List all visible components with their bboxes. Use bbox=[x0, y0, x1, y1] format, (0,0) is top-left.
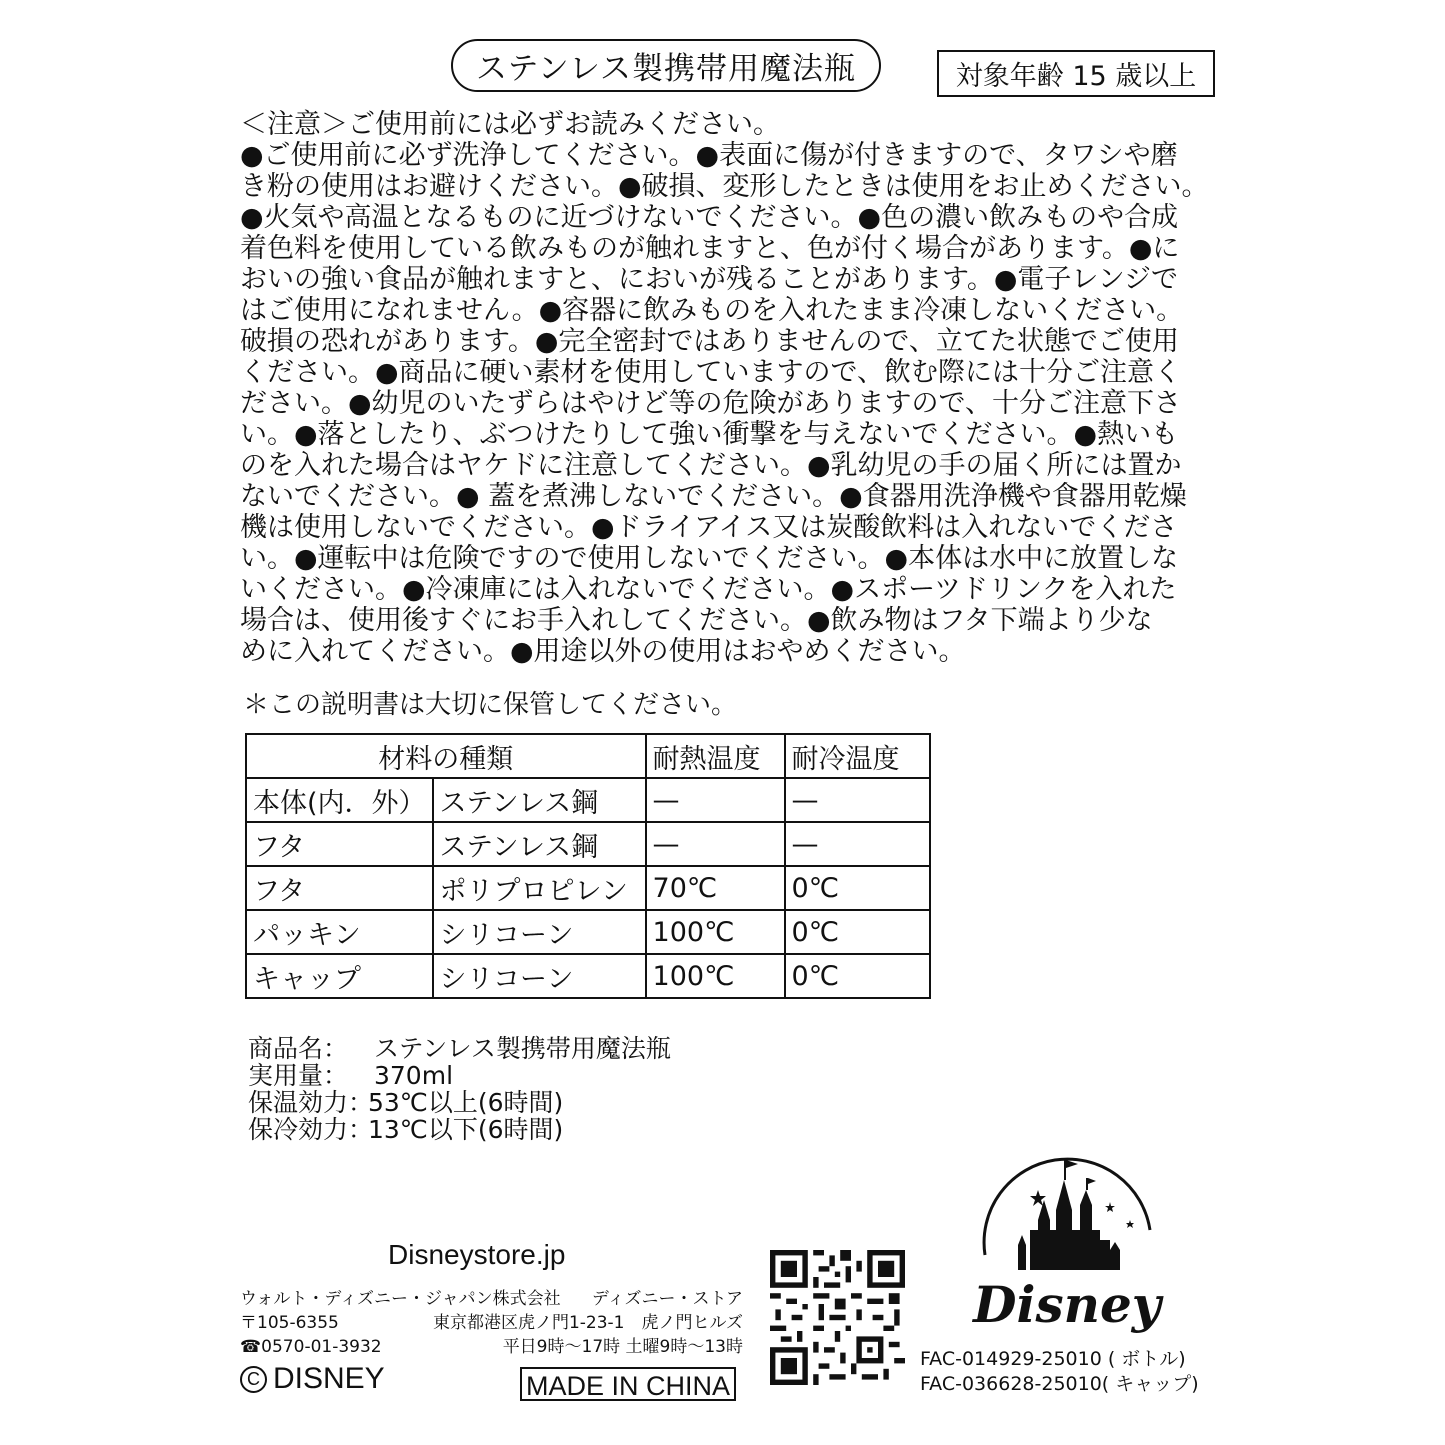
cell-heat: — bbox=[646, 822, 785, 866]
spec-label: 保冷効力： bbox=[248, 1115, 374, 1144]
phone-row bbox=[240, 1335, 743, 1359]
company-name: ウォルト・ディズニー・ジャパン株式会社 bbox=[240, 1289, 561, 1309]
cell-heat: — bbox=[646, 778, 785, 822]
caution-line: 破損の恐れがあります。●完全密封ではありませんので、立てた状態でご使用 bbox=[240, 326, 1179, 357]
spec-value: 370ml bbox=[374, 1061, 454, 1090]
header-material-type: 材料の種類 bbox=[246, 734, 646, 778]
table-row bbox=[246, 866, 930, 910]
caution-line: おいの強い食品が触れますと、においが残ることがあります。●電子レンジで bbox=[240, 264, 1179, 295]
postal-code: 〒105-6355 bbox=[240, 1313, 339, 1333]
materials-table bbox=[245, 733, 931, 999]
company-row bbox=[240, 1287, 743, 1311]
caution-line: 場合は、使用後すぐにお手入れしてください。●飲み物はフタ下端より少な bbox=[240, 605, 1153, 636]
caution-line: はご使用になれません。●容器に飲みものを入れたまま冷凍しないください。 bbox=[240, 295, 1184, 326]
table-row bbox=[246, 778, 930, 822]
caution-line: 着色料を使用している飲みものが触れますと、色が付く場合があります。●に bbox=[240, 233, 1180, 264]
disney-wordmark: Disney bbox=[973, 1275, 1161, 1334]
qr-code-icon[interactable] bbox=[770, 1250, 905, 1385]
caution-line: き粉の使用はお避けください。●破損、変形したときは使用をお止めください。 bbox=[240, 171, 1209, 202]
cell-cold: — bbox=[785, 778, 930, 822]
cell-cold: 0℃ bbox=[785, 910, 930, 954]
product-title: ステンレス製携帯用魔法瓶 bbox=[451, 39, 881, 92]
address-row bbox=[240, 1311, 743, 1335]
caution-line: のを入れた場合はヤケドに注意してください。●乳幼児の手の届く所には置か bbox=[240, 450, 1182, 481]
caution-line: いください。●冷凍庫には入れないでください。●スポーツドリンクを入れた bbox=[240, 574, 1177, 605]
caution-line: い。●落としたり、ぶつけたりして強い衝撃を与えないでください。●熱いも bbox=[240, 419, 1179, 450]
cell-heat: 100℃ bbox=[646, 954, 785, 998]
cell-cold: 0℃ bbox=[785, 866, 930, 910]
address: 東京都港区虎ノ門1-23-1 虎ノ門ヒルズ bbox=[432, 1313, 743, 1333]
spec-label: 保温効力： bbox=[248, 1088, 374, 1117]
age-label: 対象年齢 15 歳以上 bbox=[937, 50, 1215, 97]
code-bottle: FAC-014929-25010 ( ボトル) bbox=[920, 1348, 1186, 1370]
cell-cold: — bbox=[785, 822, 930, 866]
table-header-row bbox=[246, 734, 930, 778]
business-hours: 平日9時～17時 土曜9時～13時 bbox=[502, 1337, 743, 1357]
cell-part: キャップ bbox=[246, 954, 433, 998]
spec-label: 実用量： bbox=[248, 1061, 349, 1090]
cell-cold: 0℃ bbox=[785, 954, 930, 998]
copyright-icon: C bbox=[240, 1366, 267, 1393]
caution-heading: ＜注意＞ご使用前には必ずお読みください。 bbox=[240, 109, 780, 140]
table-row bbox=[246, 954, 930, 998]
cell-part: パッキン bbox=[246, 910, 433, 954]
product-codes bbox=[920, 1347, 1199, 1397]
caution-line: い。●運転中は危険ですので使用しないでください。●本体は水中に放置しな bbox=[240, 543, 1179, 574]
cell-part: フタ bbox=[246, 866, 433, 910]
table-row bbox=[246, 822, 930, 866]
code-cap: FAC-036628-25010( キャップ) bbox=[920, 1373, 1199, 1395]
caution-line: ださい。●幼児のいたずらはやけど等の危険がありますので、十分ご注意下さ bbox=[240, 388, 1182, 419]
spec-value: 13℃以下(6時間) bbox=[368, 1115, 564, 1144]
copyright bbox=[240, 1362, 385, 1396]
cell-part: 本体(内．外） bbox=[246, 778, 433, 822]
spec-label: 商品名： bbox=[248, 1034, 349, 1063]
cell-material: ステンレス鋼 bbox=[433, 778, 646, 822]
store-name: ディズニー・ストア bbox=[591, 1289, 743, 1309]
product-specs bbox=[248, 1035, 671, 1143]
company-info bbox=[240, 1287, 743, 1359]
copyright-holder: DISNEY bbox=[273, 1362, 385, 1395]
cell-part: フタ bbox=[246, 822, 433, 866]
store-website: Disneystore.jp bbox=[388, 1239, 566, 1270]
header-heat-resistance: 耐熱温度 bbox=[646, 734, 785, 778]
spec-value: ステンレス製携帯用魔法瓶 bbox=[374, 1034, 671, 1063]
table-row bbox=[246, 910, 930, 954]
keep-manual-note: ＊この説明書は大切に保管してください。 bbox=[243, 690, 738, 720]
caution-line: ●ご使用前に必ず洗浄してください。●表面に傷が付きますので、タワシや磨 bbox=[240, 140, 1178, 171]
header-cold-resistance: 耐冷温度 bbox=[785, 734, 930, 778]
made-in-label: MADE IN CHINA bbox=[520, 1367, 736, 1401]
caution-text bbox=[240, 140, 1215, 667]
caution-line: ないでください。● 蓋を煮沸しないでください。●食器用洗浄機や食器用乾燥 bbox=[240, 481, 1187, 512]
caution-line: ください。●商品に硬い素材を使用していますので、飲む際には十分ご注意く bbox=[240, 357, 1182, 388]
spec-value: 53℃以上(6時間) bbox=[368, 1088, 564, 1117]
disney-castle-logo bbox=[960, 1150, 1175, 1340]
phone-number: ☎0570-01-3932 bbox=[240, 1337, 382, 1357]
spec-row bbox=[248, 1062, 671, 1089]
cell-heat: 70℃ bbox=[646, 866, 785, 910]
cell-material: ステンレス鋼 bbox=[433, 822, 646, 866]
spec-row bbox=[248, 1089, 671, 1116]
cell-material: シリコーン bbox=[433, 910, 646, 954]
spec-row bbox=[248, 1035, 671, 1062]
spec-row bbox=[248, 1116, 671, 1143]
cell-material: ポリプロピレン bbox=[433, 866, 646, 910]
caution-line: ●火気や高温となるものに近づけないでください。●色の濃い飲みものや合成 bbox=[240, 202, 1179, 233]
caution-line: めに入れてください。●用途以外の使用はおやめください。 bbox=[240, 636, 966, 667]
cell-heat: 100℃ bbox=[646, 910, 785, 954]
caution-line: 機は使用しないでください。●ドライアイス又は炭酸飲料は入れないでくださ bbox=[240, 512, 1178, 543]
cell-material: シリコーン bbox=[433, 954, 646, 998]
